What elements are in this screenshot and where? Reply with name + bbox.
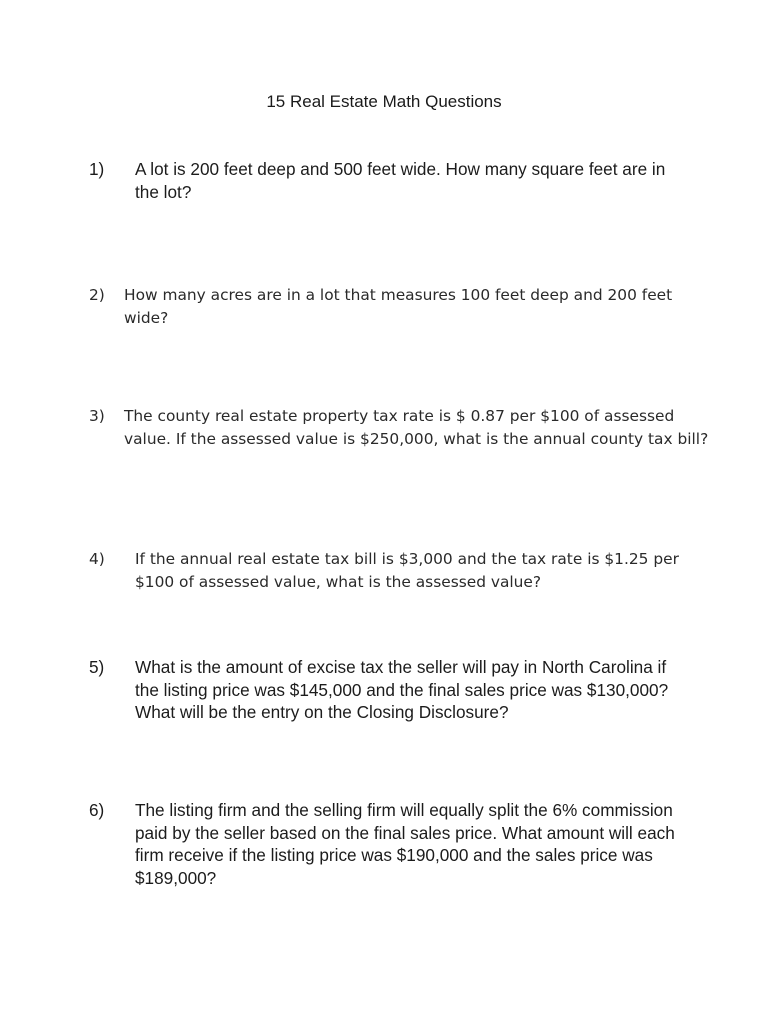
question-number: 6) xyxy=(89,800,105,820)
page-title: 15 Real Estate Math Questions xyxy=(266,92,502,111)
question-text: How many acres are in a lot that measures 100 feet deep and 200 feet wide? xyxy=(124,286,673,327)
question-text: A lot is 200 feet deep and 500 feet wide. How many square feet are in the lot? xyxy=(135,159,666,202)
question-number: 4) xyxy=(89,550,105,568)
question-text: What is the amount of excise tax the seller will pay in North Carolina if the listing price was $145,000 and the final sales price was $130,000? What will be the entry on the Closing Disclosure? xyxy=(135,657,669,722)
question-number: 5) xyxy=(89,657,105,677)
question-number: 3) xyxy=(89,407,105,425)
question-number: 1) xyxy=(89,159,105,179)
question-text: If the annual real estate tax bill is $3,000 and the tax rate is $1.25 per $100 of assessed value, what is the assessed value? xyxy=(135,550,679,591)
question-number: 2) xyxy=(89,286,105,304)
question-text: The county real estate property tax rate is $ 0.87 per $100 of assessed value. If the assessed value is $250,000, what is the annual county tax bill? xyxy=(124,407,709,448)
question-text: The listing firm and the selling firm will equally split the 6% commission paid by the seller based on the final sales price. What amount will each firm receive if the listing price was $190,000 and the sales price was $189,000? xyxy=(135,800,675,888)
